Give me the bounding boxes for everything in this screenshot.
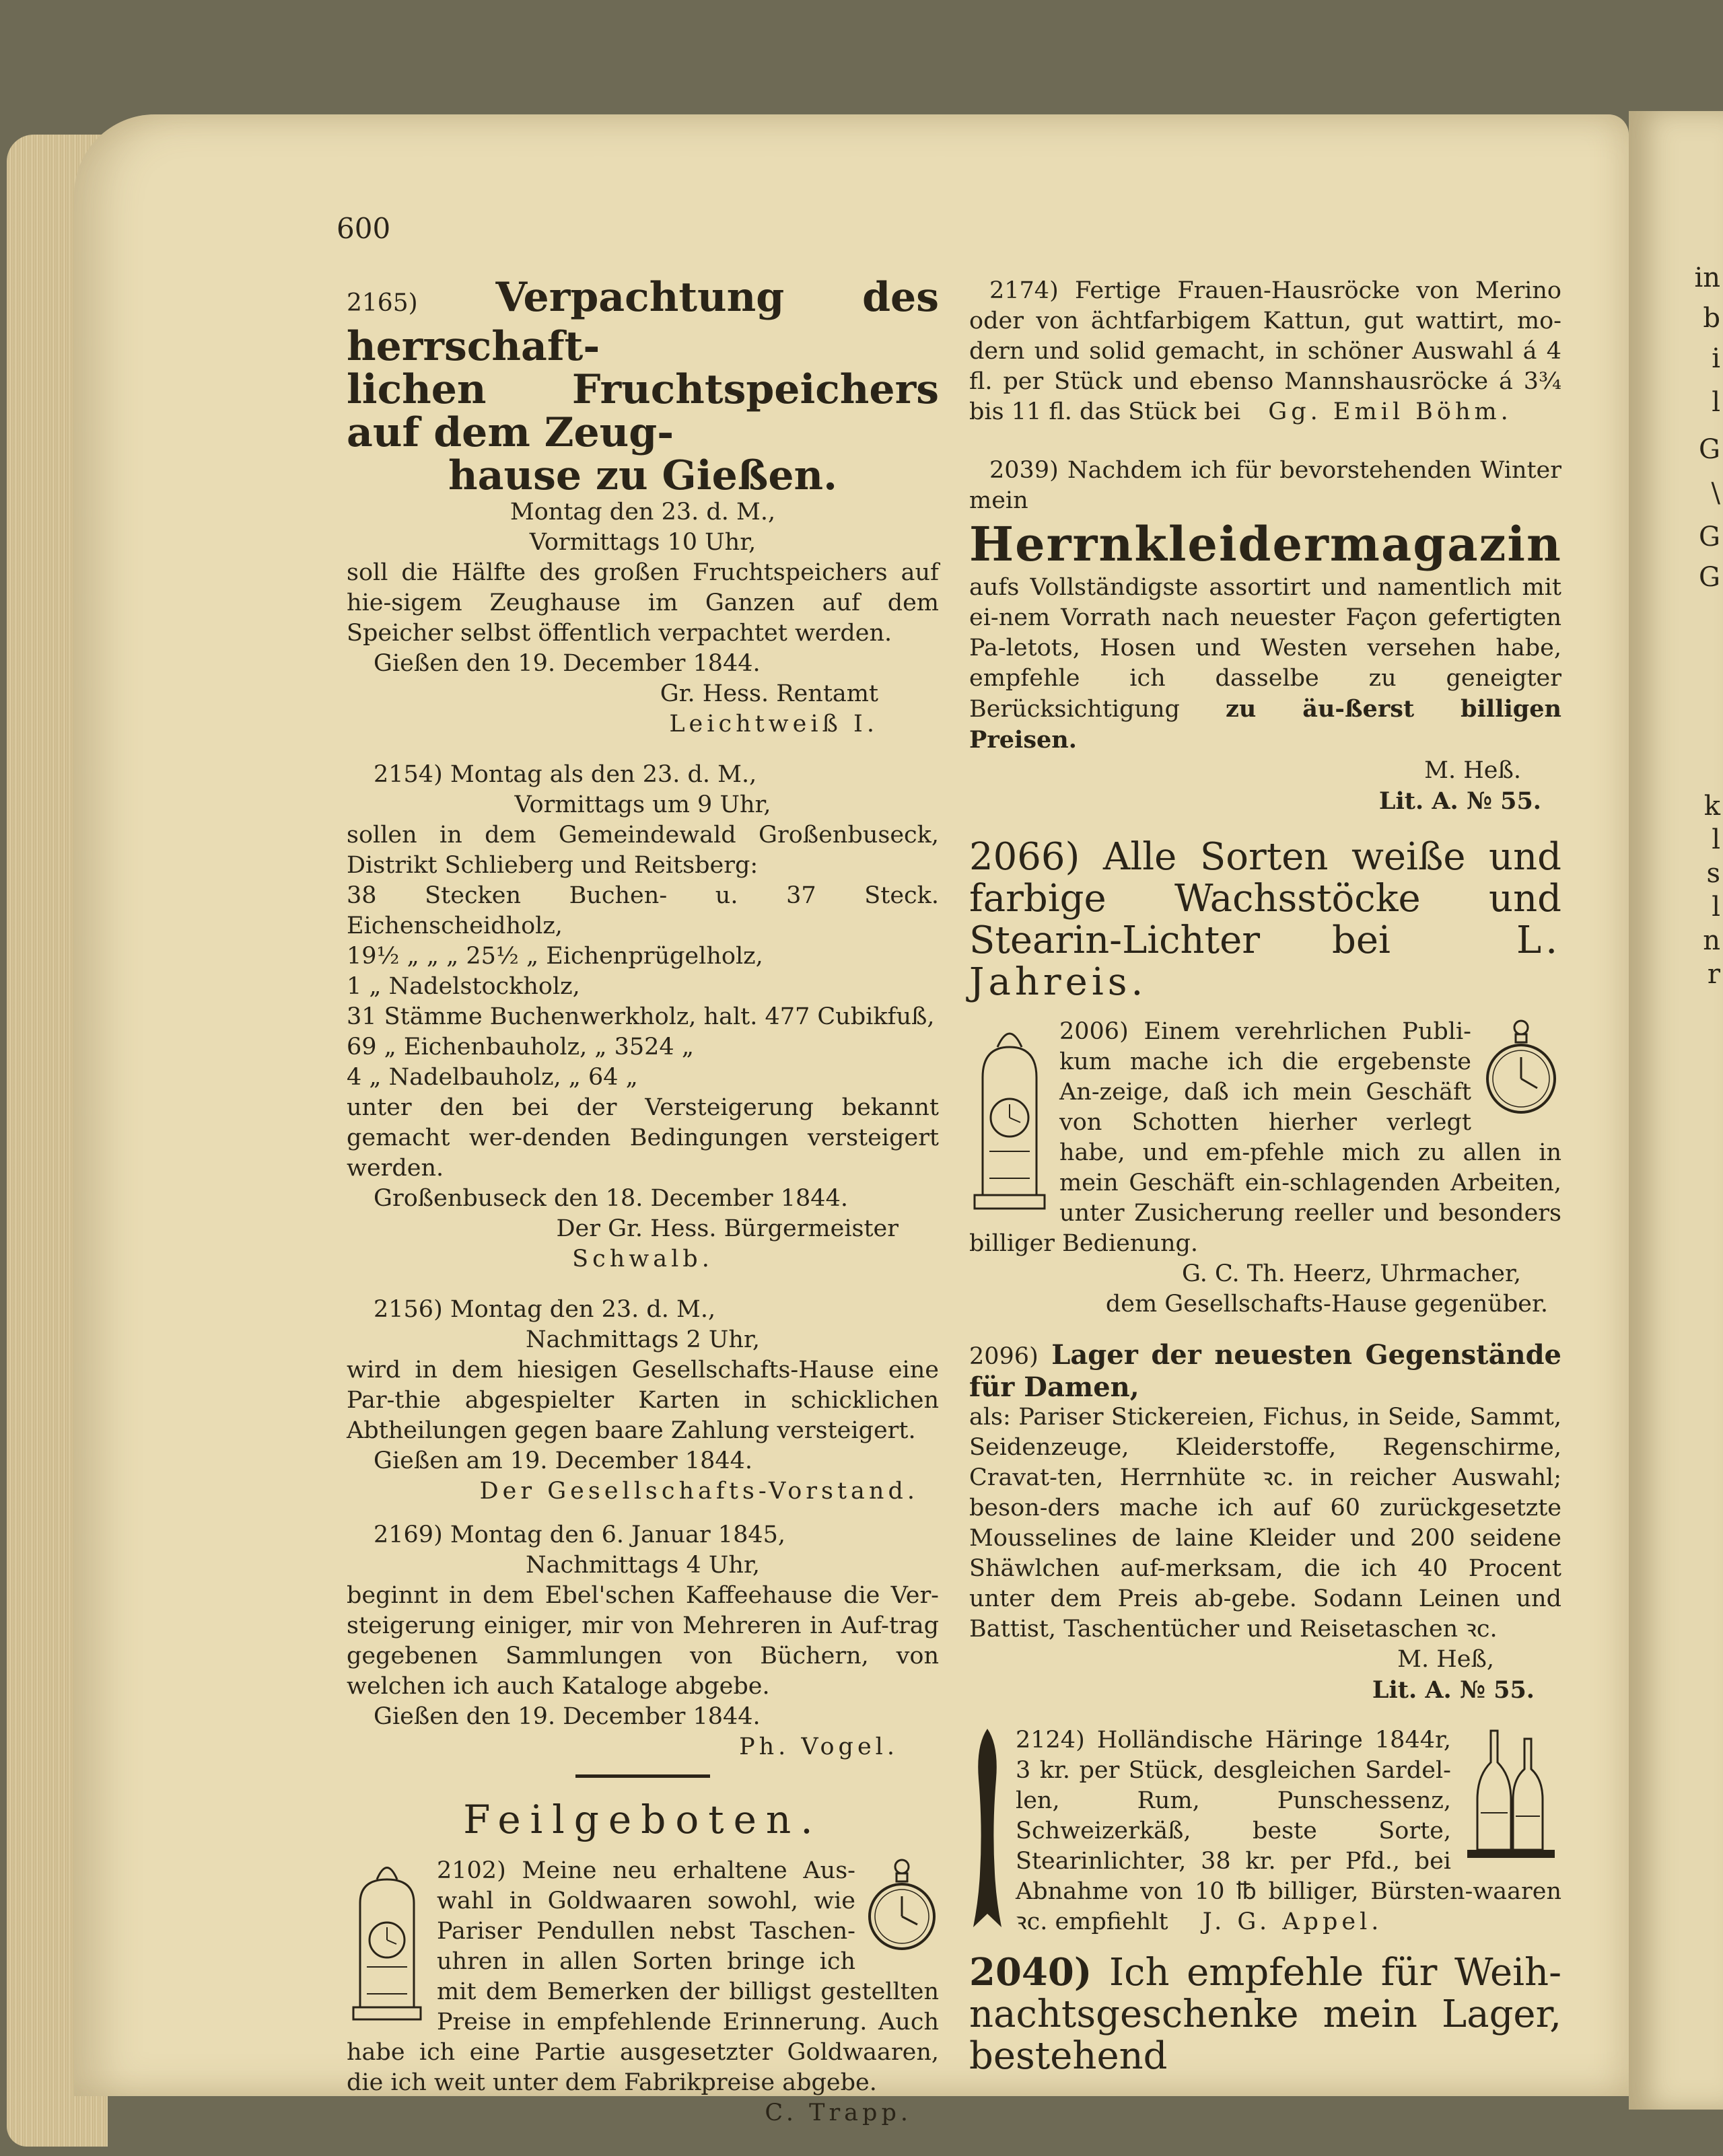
ad-signature: J. G. Appel.: [1202, 1908, 1383, 1935]
ad-headline: Herrnkleidermagazin: [969, 516, 1562, 572]
next-page-fragment: b: [1703, 303, 1720, 334]
ad-number: 2066): [969, 835, 1080, 879]
ad-number: 2006): [1059, 1018, 1129, 1045]
ad-headline: [969, 1951, 1561, 2077]
ad-2102: [347, 1856, 939, 2128]
herring-fish-icon: [969, 1725, 1006, 1934]
list-item: 19½ „ „ „ 25½ „ Eichenprügelholz,: [347, 943, 763, 970]
ad-place-date: Großenbuseck den 18. December 1844.: [374, 1185, 848, 1212]
ad-title-line: Verpachtung des herrschaft-: [347, 274, 939, 370]
next-page-fragment: G: [1699, 562, 1720, 593]
ad-date-line: [347, 760, 939, 790]
ad-signature: Schwalb.: [572, 1246, 713, 1272]
ad-time-line: Vormittags 10 Uhr,: [529, 529, 757, 556]
ad-date-text: Montag den 23. d. M.,: [450, 1296, 716, 1323]
ad-number: 2154): [374, 761, 443, 788]
ad-signature: Der Gesellschafts-Vorstand.: [479, 1478, 919, 1505]
ad-title-text: Lager der neuesten Gegenstände für Damen,: [969, 1339, 1561, 1403]
ad-address: Lit. A. № 55.: [1372, 1676, 1535, 1704]
ad-body: als: Pariser Stickereien, Fichus, in Seide, Sammt, Seidenzeuge, Kleiderstoffe, Regenschirme, Cravat-ten, Herrnhüte ꝛc. in reicher Auswahl; beson-ders mache ich auf 60 zurückgesetzte Mousselines de laine Kleider und 200 seidene Shäwlchen auf-merksam, die ich 40 Procent unter dem Preis ab-gebe. Sodann Leinen und Battist, Taschentücher und Reisetaschen ꝛc.: [969, 1404, 1561, 1643]
section-divider: [575, 1774, 710, 1778]
ad-time-line: Nachmittags 4 Uhr,: [526, 1552, 760, 1579]
ad-date-line: Montag den 23. d. M.,: [509, 499, 776, 526]
next-page-fragment: G: [1699, 434, 1720, 465]
ad-date-text: Montag den 6. Januar 1845,: [450, 1521, 785, 1548]
ad-date-line: [347, 1520, 939, 1550]
next-page-fragment: G: [1699, 522, 1720, 552]
next-page-fragment: l: [1712, 892, 1720, 923]
bottles-icon: [1461, 1725, 1561, 1860]
ad-signature: Ph. Vogel.: [739, 1733, 899, 1760]
ad-headline-text: Ich empfehle für Weih-nachtsgeschenke mein Lager, bestehend: [969, 1951, 1561, 2078]
pendulum-clock-icon: [969, 1017, 1050, 1219]
ad-signature: Leichtweiß I.: [669, 711, 878, 738]
ad-place-date: Gießen den 19. December 1844.: [374, 1703, 761, 1730]
ad-signature: G. C. Th. Heerz, Uhrmacher,: [1182, 1260, 1521, 1287]
ad-body: unter den bei der Versteigerung bekannt gemacht wer-denden Bedingungen versteigert werden.: [347, 1094, 939, 1182]
ad-signature: C. Trapp.: [765, 2099, 912, 2126]
ad-2169: [347, 1520, 939, 1762]
ad-body: [347, 1856, 939, 2098]
ad-signature: Gr. Hess. Rentamt: [660, 680, 878, 707]
next-page-fragment: \: [1711, 478, 1720, 509]
list-item: 4 „ Nadelbauholz, „ 64 „: [347, 1064, 638, 1091]
ad-2040: [969, 1951, 1561, 2077]
ad-number: 2165): [347, 289, 418, 317]
ad-body: wird in dem hiesigen Gesellschafts-Hause eine Par-thie abgespielter Karten in schicklichen Abtheilungen gegen baare Zahlung versteigert.: [347, 1357, 939, 1444]
list-item: 38 Stecken Buchen- u. 37 Steck. Eichenscheidholz,: [347, 882, 939, 939]
ad-place-date: Gießen den 19. December 1844.: [374, 650, 761, 677]
ad-2156: [347, 1295, 939, 1507]
ad-title-line: hause zu Gießen.: [448, 452, 838, 499]
right-column: [969, 276, 1561, 2077]
section-title: Feilgeboten.: [463, 1797, 822, 1842]
list-item: 1 „ Nadelstockholz,: [347, 973, 580, 1000]
ad-time-line: Vormittags um 9 Uhr,: [514, 791, 771, 818]
list-item: 31 Stämme Buchenwerkholz, halt. 477 Cubikfuß,: [347, 1003, 935, 1030]
ad-headline-text: Alle Sorten weiße und farbige Wachsstöcke und Stearin-Lichter bei: [969, 835, 1561, 962]
next-page-fragment: k: [1703, 791, 1720, 822]
ad-number: 2174): [989, 277, 1059, 304]
ad-number: 2124): [1016, 1727, 1085, 1754]
next-page-edge: [1629, 111, 1723, 2110]
next-page-fragment: in: [1694, 262, 1720, 293]
next-page-fragment: n: [1703, 925, 1720, 956]
ad-number: 2040): [969, 1950, 1092, 1995]
ad-intro-text: Nachdem ich für bevorstehenden Winter mein: [969, 457, 1561, 514]
ad-body-text: Fertige Frauen-Hausröcke von Merino oder von ächtfarbigem Kattun, gut wattirt, mo-dern und solid gemacht, in schöner Auswahl á 4 fl. per Stück und ebenso Mannshausröcke á 3¾ bis 11 fl. das Stück bei: [969, 277, 1561, 425]
ad-signature: M. Heß.: [1424, 757, 1521, 784]
pocket-watch-icon: [865, 1856, 939, 1957]
ad-intro: sollen in dem Gemeindewald Großenbuseck, Distrikt Schlieberg und Reitsberg:: [347, 822, 939, 879]
ad-date-line: [347, 1295, 939, 1325]
ad-2039: [969, 456, 1561, 816]
ad-title: [969, 1340, 1561, 1402]
ad-2154: [347, 760, 939, 1274]
ad-2124: [969, 1725, 1561, 1938]
list-item: 69 „ Eichenbauholz, „ 3524 „: [347, 1034, 694, 1061]
ad-title-line: lichen Fruchtspeichers auf dem Zeug-: [347, 366, 939, 456]
ad-number: 2039): [989, 457, 1059, 484]
ad-2066: [969, 836, 1561, 1003]
ad-title: [347, 276, 939, 368]
ad-2174: [969, 276, 1561, 427]
ad-body: soll die Hälfte des großen Fruchtspeichers auf hie-sigem Zeughause im Ganzen auf dem Speicher selbst öffentlich verpachtet werden.: [347, 559, 939, 647]
ad-body-text: aufs Vollständigste assortirt und namentlich mit ei-nem Vorrath nach neuester Façon gefertigten Pa-letots, Hosen und Westen versehen habe, empfehle ich dasselbe zu geneigter Berücksichtigung: [969, 574, 1561, 723]
ad-signature: M. Heß,: [1397, 1646, 1494, 1673]
left-column: [347, 276, 939, 2128]
ad-2096: [969, 1340, 1561, 1705]
ad-number: 2102): [437, 1857, 506, 1884]
ad-body: beginnt in dem Ebel'schen Kaffeehause die Ver-steigerung einiger, mir von Mehreren in Auf-trag gegebenen Sammlungen von Büchern, von welchen ich auch Kataloge abgebe.: [347, 1582, 939, 1700]
pendulum-clock-icon: [347, 1856, 427, 2024]
ad-body: [969, 276, 1561, 427]
next-page-fragment: l: [1712, 387, 1720, 418]
page-number: 600: [337, 212, 391, 245]
ad-place-date: Gießen am 19. December 1844.: [374, 1447, 753, 1474]
next-page-fragment: s: [1706, 858, 1720, 889]
ad-body-text: Einem verehrlichen Publi-kum mache ich die ergebenste An-zeige, daß ich mein Geschäft von Schotten hierher verlegt habe, und em-pfehle mich zu allen in mein Geschäft ein-schlagenden Arbeiten, unter Zusicherung reeller und besonders billiger Bedienung.: [969, 1018, 1561, 1257]
ad-signature: dem Gesellschafts-Hause gegenüber.: [1105, 1291, 1548, 1318]
next-page-fragment: i: [1712, 343, 1720, 374]
ad-2006: [969, 1017, 1561, 1320]
ad-date-text: Montag als den 23. d. M.,: [450, 761, 757, 788]
ad-time-line: Nachmittags 2 Uhr,: [526, 1326, 760, 1353]
ad-number: 2096): [969, 1343, 1039, 1370]
ad-body: [969, 573, 1561, 756]
ad-number: 2156): [374, 1296, 443, 1323]
ad-body-text: Meine neu erhaltene Aus-wahl in Goldwaaren sowohl, wie Pariser Pendullen nebst Taschen-uhren in allen Sorten bringe ich mit dem Bemerken der billigst gestellten Preise in empfehlende Erinnerung. Auch habe ich eine Partie ausgesetzter Goldwaaren, die ich weit unter dem Fabrikpreise abgebe.: [347, 1857, 939, 2096]
ad-2165: [347, 276, 939, 740]
ad-headline: [969, 836, 1561, 1003]
next-page-fragment: l: [1712, 824, 1720, 855]
ad-signature: L. Jahreis.: [969, 919, 1561, 1004]
ad-emphasis: zu äu-ßerst billigen Preisen.: [969, 695, 1561, 754]
next-page-fragment: r: [1707, 959, 1720, 990]
ad-body: [969, 1017, 1561, 1259]
pocket-watch-icon: [1481, 1017, 1561, 1118]
ad-intro: [969, 456, 1561, 516]
ad-number: 2169): [374, 1521, 443, 1548]
ad-address: Lit. A. № 55.: [1378, 787, 1541, 815]
ad-body-text: Holländische Häringe 1844r, 3 kr. per Stück, desgleichen Sardel-len, Rum, Punschessenz, Schweizerkäß, beste Sorte, Stearinlichter, 38 kr. per Pfd., bei Abnahme von 10 ℔ billiger, Bürsten-waaren ꝛc. empfiehlt: [1016, 1727, 1561, 1935]
ad-signature: Der Gr. Hess. Bürgermeister: [556, 1215, 899, 1242]
ad-signature: Gg. Emil Böhm.: [1268, 398, 1512, 425]
